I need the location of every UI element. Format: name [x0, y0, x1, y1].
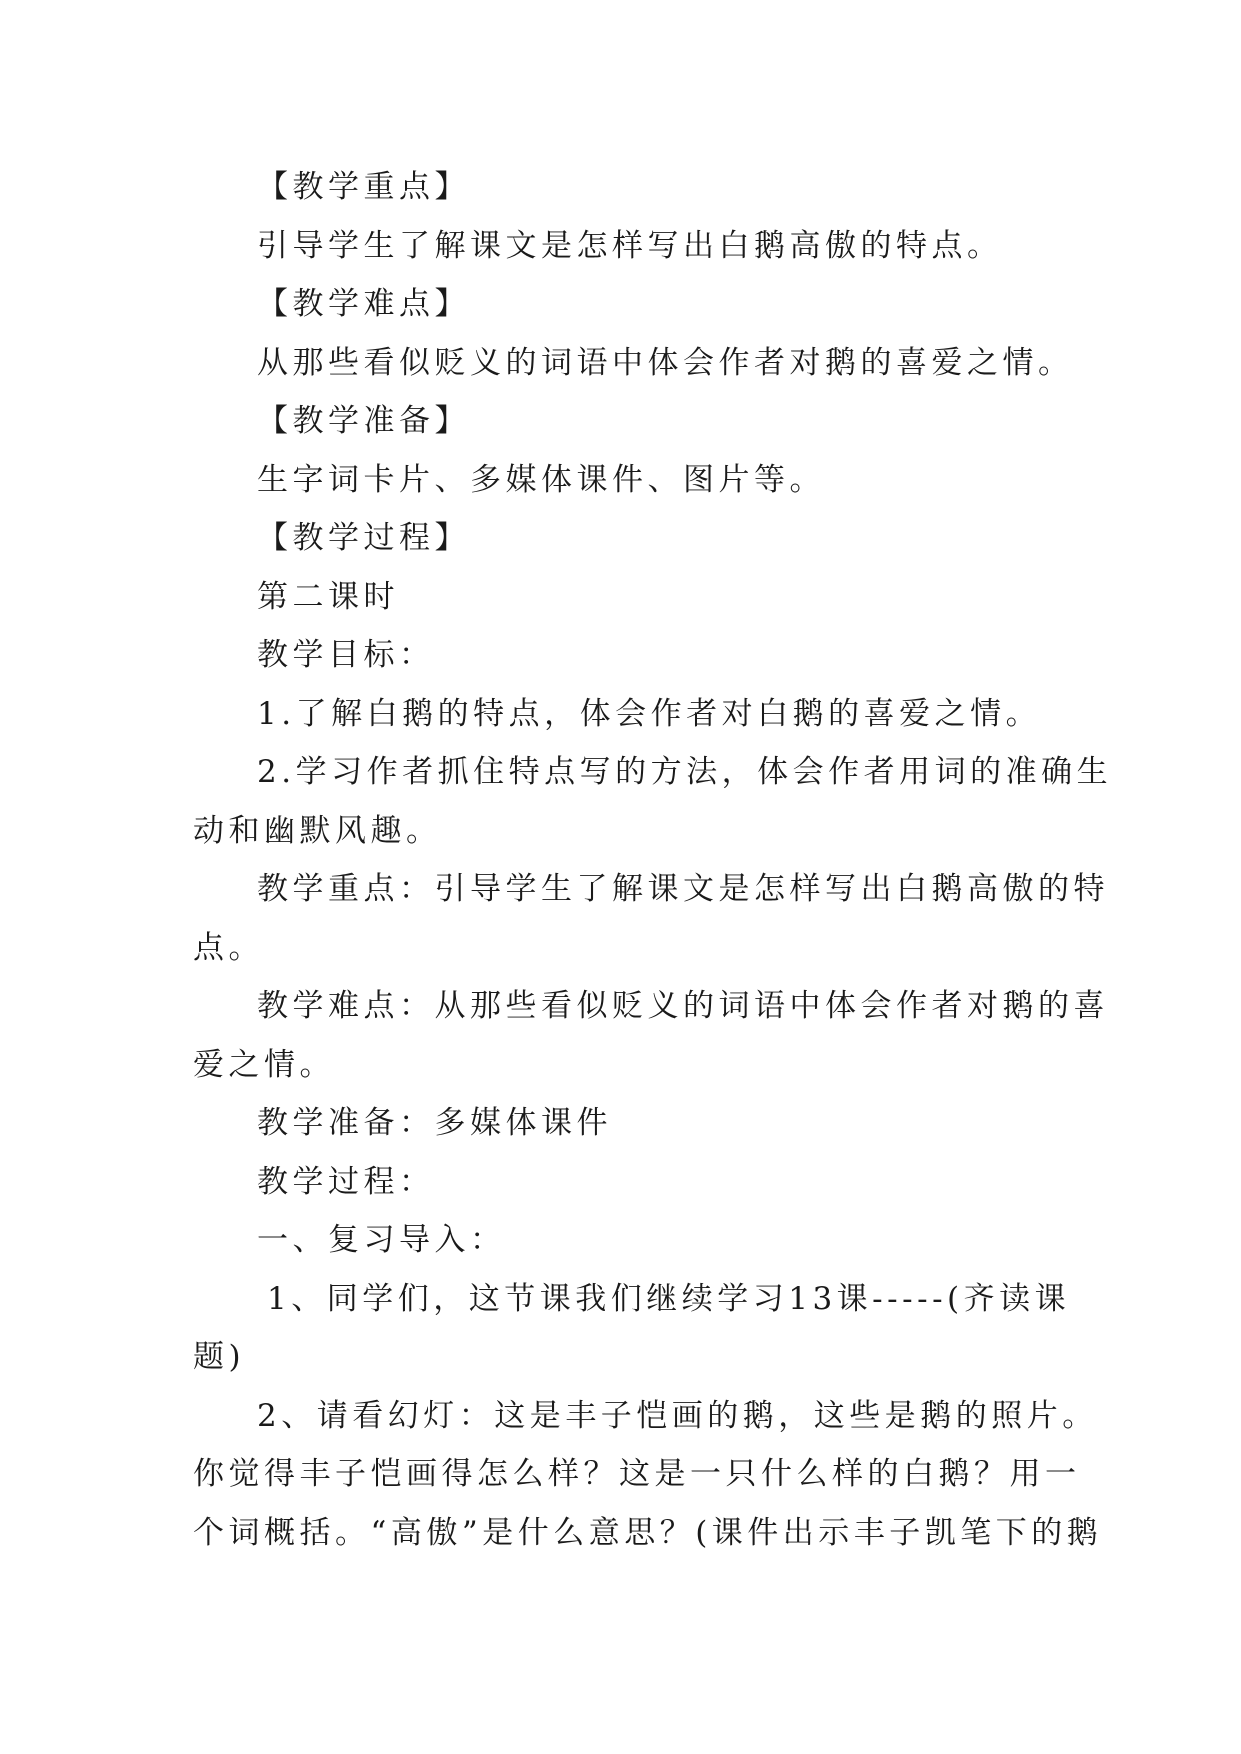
preparation-paragraph: 教学准备：多媒体课件: [257, 1105, 612, 1141]
paragraph-line: 生字词卡片、多媒体课件、图片等。: [257, 461, 825, 498]
review-item-2-continued: 你觉得丰子恺画得怎么样？这是一只什么样的白鹅？用一: [193, 1456, 1081, 1492]
heading-teaching-process: 【教学过程】: [257, 520, 470, 556]
focus-paragraph: 教学重点：引导学生了解课文是怎样写出白鹅高傲的特: [257, 871, 1109, 907]
focus-paragraph-continued: 点。: [193, 929, 264, 966]
heading-teaching-focus: 【教学重点】: [257, 169, 470, 205]
goal-item-2-continued: 动和幽默风趣。: [193, 812, 442, 849]
section-review-intro: 一、复习导入：: [257, 1222, 506, 1258]
lesson-period-label: 第二课时: [257, 578, 399, 615]
review-item-2-continued: 个词概括。“高傲”是什么意思？(课件出示丰子凯笔下的鹅: [193, 1514, 1103, 1551]
heading-teaching-difficulty: 【教学难点】: [257, 286, 470, 322]
paragraph-line: 引导学生了解课文是怎样写出白鹅高傲的特点。: [257, 227, 1003, 264]
document-body: [193, 158, 1113, 1562]
difficulty-paragraph-continued: 爱之情。: [193, 1046, 335, 1083]
paragraph-line: 从那些看似贬义的词语中体会作者对鹅的喜爱之情。: [257, 344, 1074, 381]
process-label: 教学过程：: [257, 1163, 435, 1200]
goal-item-1: 1.了解白鹅的特点，体会作者对白鹅的喜爱之情。: [257, 695, 1042, 732]
difficulty-paragraph: 教学难点：从那些看似贬义的词语中体会作者对鹅的喜: [257, 988, 1109, 1024]
teaching-goals-label: 教学目标：: [257, 637, 435, 673]
goal-item-2: 2.学习作者抓住特点写的方法，体会作者用词的准确生: [257, 754, 1113, 790]
review-item-1: 1、同学们，这节课我们继续学习13课-----(齐读课: [267, 1280, 1071, 1317]
review-item-1-continued: 题): [193, 1339, 246, 1375]
heading-teaching-preparation: 【教学准备】: [257, 403, 470, 439]
review-item-2: 2、请看幻灯：这是丰子恺画的鹅，这些是鹅的照片。: [257, 1397, 1098, 1434]
